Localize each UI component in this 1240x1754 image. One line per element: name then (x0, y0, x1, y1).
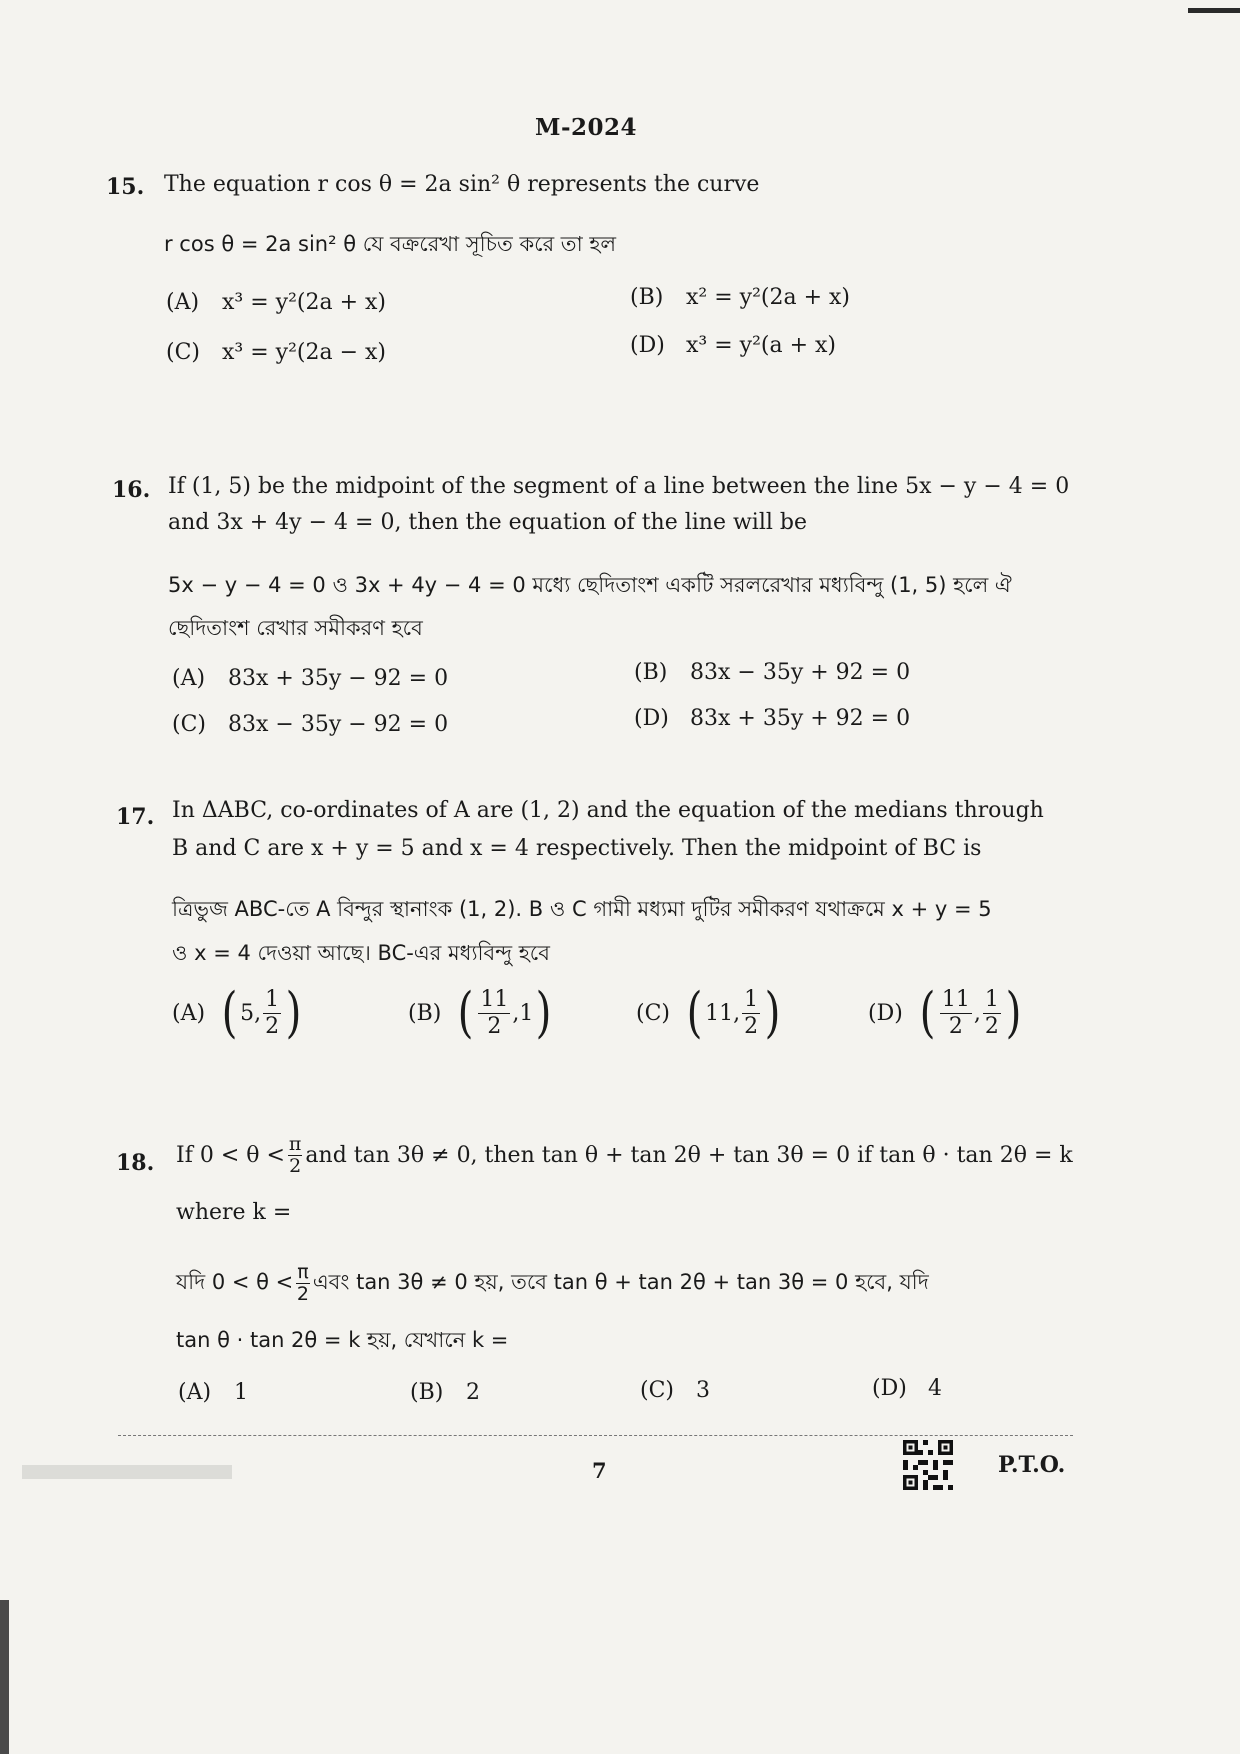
q15-option-b (630, 285, 850, 310)
q16-bengali-line2: ছেদিতাংশ রেখার সমীকরণ হবে (168, 616, 423, 640)
q15-bengali: r cos θ = 2a sin² θ যে বক্ররেখা সূচিত করে তা হল (164, 232, 617, 256)
denominator: 2 (487, 1013, 502, 1039)
q17-option-a (172, 981, 304, 1044)
option-text: x³ = y²(2a − x) (222, 340, 387, 365)
denominator: 2 (948, 1013, 963, 1039)
denominator: 2 (984, 1013, 999, 1039)
q18-bengali-line1 (176, 1262, 929, 1305)
option-label: (D) (634, 706, 669, 731)
option-text: x³ = y²(2a + x) (222, 290, 387, 315)
option-part: ,1 (512, 1000, 534, 1026)
option-label: (C) (166, 340, 200, 365)
right-paren: ) (285, 981, 302, 1044)
option-label: (A) (178, 1380, 212, 1405)
please-turn-over: P.T.O. (998, 1452, 1066, 1478)
page-number: 7 (592, 1458, 607, 1483)
q15-option-d (630, 333, 836, 358)
right-paren: ) (764, 981, 781, 1044)
q17-number: 17. (116, 804, 155, 830)
paper-code: M-2024 (535, 114, 638, 141)
denominator: 2 (296, 1282, 310, 1305)
q18-english-line1 (176, 1134, 1073, 1177)
option-label: (C) (636, 1000, 670, 1026)
scan-edge-top (1188, 8, 1240, 13)
scan-edge-left (0, 1600, 9, 1754)
option-label: (B) (634, 660, 668, 685)
numerator: 1 (265, 987, 280, 1013)
option-text: 2 (466, 1380, 480, 1405)
option-part: 5, (240, 1000, 262, 1026)
pi-over-two (296, 1262, 309, 1305)
qr-code-icon (903, 1440, 953, 1490)
option-label: (B) (410, 1380, 444, 1405)
numerator: π (288, 1133, 302, 1155)
q18-option-d (872, 1376, 942, 1401)
q15-option-c (166, 340, 386, 365)
option-text: 83x + 35y − 92 = 0 (228, 666, 449, 691)
footer-rule (118, 1435, 1073, 1436)
option-label: (B) (630, 285, 664, 310)
denominator: 2 (744, 1013, 759, 1039)
option-text: 83x − 35y + 92 = 0 (690, 660, 911, 685)
fraction (478, 987, 510, 1039)
q17-bengali-line2: ও x = 4 দেওয়া আছে। BC-এর মধ্যবিন্দু হবে (172, 941, 550, 965)
q16-english-line2: and 3x + 4y − 4 = 0, then the equation of the line will be (168, 510, 808, 535)
q15-english: The equation r cos θ = 2a sin² θ represents the curve (164, 172, 760, 197)
option-label: (D) (630, 333, 665, 358)
q15-option-a (166, 290, 386, 315)
option-label: (C) (640, 1378, 674, 1403)
option-label: (C) (172, 712, 206, 737)
option-label: (A) (172, 1000, 206, 1026)
option-text: 4 (928, 1376, 942, 1401)
numerator: 11 (941, 987, 970, 1013)
text-part: If 0 < θ < (176, 1142, 285, 1168)
option-text: x² = y²(2a + x) (686, 285, 851, 310)
q16-option-b (634, 660, 910, 685)
q17-english-line2: B and C are x + y = 5 and x = 4 respectively. Then the midpoint of BC is (172, 836, 982, 861)
option-label: (D) (872, 1376, 907, 1401)
q16-option-a (172, 666, 448, 691)
option-label: (A) (172, 666, 206, 691)
fraction (940, 987, 972, 1039)
option-text: x³ = y²(a + x) (686, 333, 837, 358)
option-text: 83x − 35y − 92 = 0 (228, 712, 449, 737)
option-part: 11, (705, 1000, 741, 1026)
q18-english-line2: where k = (176, 1200, 292, 1225)
q16-number: 16. (112, 477, 151, 503)
pi-over-two (288, 1134, 303, 1177)
text-part: এবং tan 3θ ≠ 0 হয়, তবে tan θ + tan 2θ + tan 3θ = 0 হবে, যদি (312, 1269, 929, 1294)
text-part: যদি 0 < θ < (176, 1269, 294, 1294)
q17-option-c (636, 981, 783, 1044)
left-paren: ( (919, 981, 936, 1044)
q18-bengali-line2: tan θ · tan 2θ = k হয়, যেখানে k = (176, 1328, 509, 1352)
q16-option-c (172, 712, 448, 737)
denominator: 2 (265, 1013, 280, 1039)
q17-english-line1: In ΔABC, co-ordinates of A are (1, 2) and the equation of the medians through (172, 798, 1044, 823)
numerator: π (297, 1261, 309, 1283)
fraction (983, 987, 1001, 1039)
denominator: 2 (289, 1154, 302, 1177)
right-paren: ) (1005, 981, 1022, 1044)
right-paren: ) (536, 981, 552, 1044)
q18-number: 18. (116, 1150, 155, 1176)
numerator: 11 (480, 987, 509, 1013)
numerator: 1 (744, 987, 759, 1013)
option-text: 1 (234, 1380, 248, 1405)
left-paren: ( (686, 981, 703, 1044)
q18-option-a (178, 1380, 248, 1405)
q18-option-c (640, 1378, 710, 1403)
option-label: (B) (408, 1000, 442, 1026)
option-text: 83x + 35y + 92 = 0 (690, 706, 911, 731)
q16-english-line1: If (1, 5) be the midpoint of the segment of a line between the line 5x − y − 4 = 0 (168, 474, 1070, 499)
option-part: , (973, 1000, 981, 1026)
q17-option-d (868, 981, 1024, 1044)
q17-option-b (408, 981, 555, 1044)
left-paren: ( (221, 981, 238, 1044)
text-part: and tan 3θ ≠ 0, then tan θ + tan 2θ + tan 3θ = 0 if tan θ · tan 2θ = k (305, 1142, 1073, 1168)
scan-strip (22, 1465, 232, 1479)
q18-option-b (410, 1380, 480, 1405)
left-paren: ( (457, 981, 474, 1044)
option-text: 3 (696, 1378, 710, 1403)
q16-bengali-line1: 5x − y − 4 = 0 ও 3x + 4y − 4 = 0 মধ্যে ছেদিতাংশ একটি সরলরেখার মধ্যবিন্দু (1, 5) হলে ঐ (168, 573, 1012, 597)
numerator: 1 (984, 987, 999, 1013)
q15-number: 15. (106, 174, 145, 200)
q17-bengali-line1: ত্রিভুজ ABC-তে A বিন্দুর স্থানাংক (1, 2). B ও C গামী মধ্যমা দুটির সমীকরণ যথাক্রমে x + y = 5 (172, 897, 992, 921)
q16-option-d (634, 706, 910, 731)
fraction (742, 987, 760, 1039)
option-label: (A) (166, 290, 200, 315)
fraction (263, 987, 281, 1039)
option-label: (D) (868, 1000, 903, 1026)
